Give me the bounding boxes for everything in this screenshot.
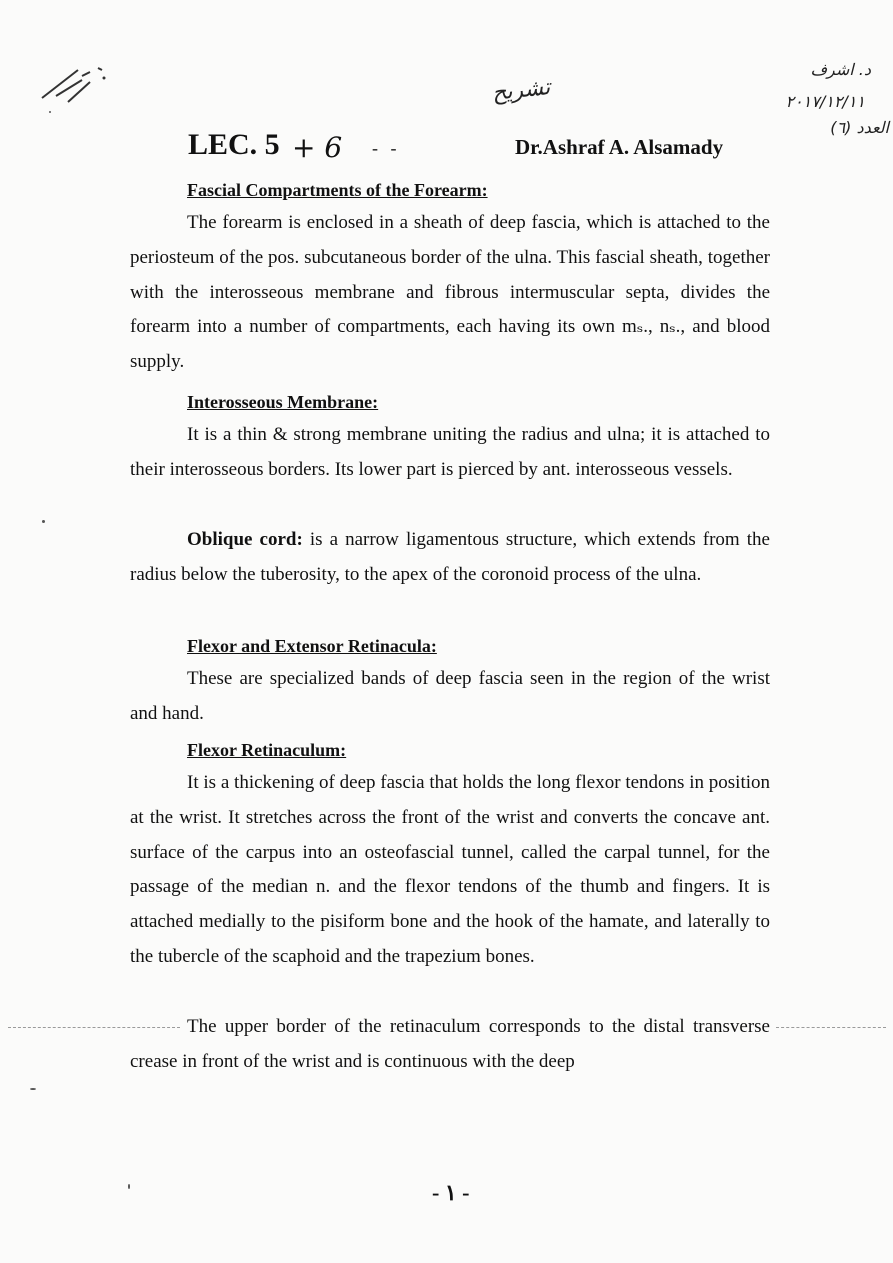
paragraph-interosseous: [130, 418, 770, 488]
oblique-cord-term: Oblique cord:: [187, 529, 303, 550]
handwritten-date: ٢٠١٧/١٢/١١: [785, 92, 865, 111]
heading-fascial-compartments: Fascial Compartments of the Forearm:: [187, 180, 488, 200]
handwritten-name: د. اشرف: [810, 60, 871, 79]
lecture-label: LEC. 5: [188, 128, 280, 161]
handwritten-signature: [38, 58, 118, 118]
scan-speck: [128, 1184, 130, 1189]
paragraph-retinacula: [130, 662, 770, 732]
heading-retinacula: Flexor and Extensor Retinacula:: [187, 636, 437, 656]
handwritten-number: العدد (٦): [830, 118, 889, 137]
handwritten-subject: تشريح: [490, 75, 552, 106]
paragraph-retinacula-text: These are specialized bands of deep fascia seen in the region of the wrist and hand.: [130, 668, 770, 724]
page-number: - ١ -: [432, 1180, 470, 1205]
paragraph-fascial-text: The forearm is enclosed in a sheath of deep fascia, which is attached to the periosteum of the pos. subcutaneous border of the ulna. This fascial sheath, together with the interosseous membrane and fibrous intermuscular septa, divides the forearm into a number of compartments, each having its own mₛ., nₛ., and blood supply.: [130, 212, 770, 373]
heading-flexor-retinaculum: Flexor Retinaculum:: [187, 740, 347, 760]
author-name: Dr.Ashraf A. Alsamady: [515, 135, 724, 159]
paragraph-flexor-text: It is a thickening of deep fascia that holds the long flexor tendons in position at the wrist. It stretches across the front of the wrist and converts the concave ant. surface of the carpus into an osteofascial tunnel, called the carpal tunnel, for the passage of the median n. and the flexor tendons of the thumb and fingers. It is attached medially to the pisiform bone and the hook of the hamate, and laterally to the tubercle of the scaphoid and the trapezium bones.: [130, 772, 770, 967]
oblique-cord-text: is a narrow ligamentous structure, which extends from the radius below the tuberosity, to the apex of the coronoid process of the ulna.: [130, 529, 770, 585]
paragraph-flexor-retinaculum: [130, 766, 770, 975]
paragraph-interosseous-text: It is a thin & strong membrane uniting the radius and ulna; it is attached to their interosseous borders. Its lower part is pierced by ant. interosseous vessels.: [130, 424, 770, 480]
scan-speck: [42, 520, 45, 523]
paragraph-upper-border-text: The upper border of the retinaculum corresponds to the distal transverse crease in front of the wrist and is continuous with the deep: [130, 1016, 770, 1072]
paragraph-oblique-cord: [130, 523, 770, 593]
paragraph-fascial: [130, 206, 770, 380]
lecture-handwritten-note: + 6: [292, 131, 343, 164]
paragraph-upper-border: [130, 1010, 770, 1080]
heading-interosseous-membrane: Interosseous Membrane:: [187, 392, 379, 412]
scan-dashed-line-right: [776, 1027, 886, 1028]
scan-speck: [30, 1088, 36, 1090]
lecture-dashes: - -: [372, 138, 401, 158]
